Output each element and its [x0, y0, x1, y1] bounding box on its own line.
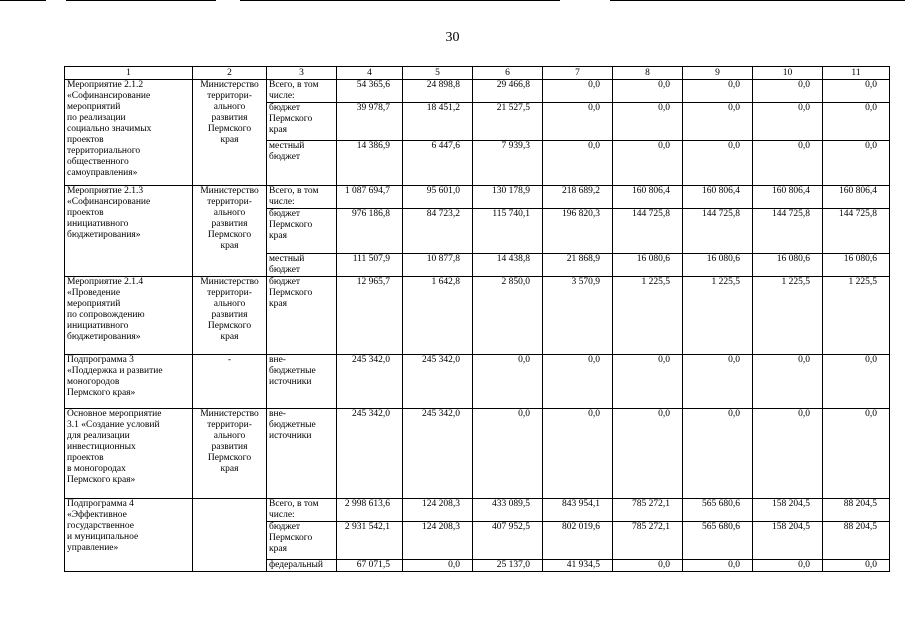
amount-cell: 0,0	[823, 80, 890, 103]
amount-cell: 16 080,6	[753, 254, 823, 277]
amount-cell: 0,0	[753, 355, 823, 409]
amount-cell: 0,0	[683, 141, 753, 186]
table-row	[65, 186, 890, 209]
page-number: 30	[445, 30, 460, 45]
amount-cell: 25 137,0	[473, 560, 543, 572]
executor-cell: Министерство территори- ального развития Пермского края	[193, 277, 267, 355]
amount-cell: 0,0	[613, 141, 683, 186]
amount-cell: 0,0	[543, 355, 613, 409]
executor-cell: -	[193, 355, 267, 409]
amount-cell: 18 451,2	[403, 103, 473, 141]
amount-cell: 160 806,4	[823, 186, 890, 209]
amount-cell: 39 978,7	[337, 103, 403, 141]
amount-cell: 88 204,5	[823, 499, 890, 522]
amount-cell: 433 089,5	[473, 499, 543, 522]
amount-cell: 54 365,6	[337, 80, 403, 103]
amount-cell: 1 225,5	[753, 277, 823, 355]
amount-cell: 0,0	[543, 409, 613, 499]
funding-source-cell: вне- бюджетные источники	[267, 355, 337, 409]
amount-cell: 785 272,1	[613, 522, 683, 560]
amount-cell: 16 080,6	[613, 254, 683, 277]
amount-cell: 1 225,5	[613, 277, 683, 355]
table-row	[65, 409, 890, 499]
amount-cell: 16 080,6	[823, 254, 890, 277]
column-number: 11	[823, 67, 890, 80]
amount-cell: 0,0	[543, 80, 613, 103]
amount-cell: 95 601,0	[403, 186, 473, 209]
table-row	[65, 80, 890, 103]
amount-cell: 0,0	[683, 103, 753, 141]
amount-cell: 245 342,0	[337, 409, 403, 499]
amount-cell: 0,0	[823, 409, 890, 499]
amount-cell: 130 178,9	[473, 186, 543, 209]
funding-source-cell: Всего, в том числе:	[267, 499, 337, 522]
executor-cell	[193, 499, 267, 572]
amount-cell: 16 080,6	[683, 254, 753, 277]
amount-cell: 160 806,4	[683, 186, 753, 209]
amount-cell: 0,0	[613, 355, 683, 409]
amount-cell: 785 272,1	[613, 499, 683, 522]
amount-cell: 158 204,5	[753, 522, 823, 560]
amount-cell: 2 931 542,1	[337, 522, 403, 560]
funding-source-cell: бюджет Пермского края	[267, 522, 337, 560]
column-number: 8	[613, 67, 683, 80]
column-number: 3	[267, 67, 337, 80]
amount-cell: 14 386,9	[337, 141, 403, 186]
amount-cell: 245 342,0	[337, 355, 403, 409]
amount-cell: 3 570,9	[543, 277, 613, 355]
activity-name-cell: Мероприятие 2.1.4 «Проведение мероприятий по сопровождению инициативного бюджетирования»	[65, 277, 193, 355]
amount-cell: 565 680,6	[683, 522, 753, 560]
amount-cell: 196 820,3	[543, 209, 613, 254]
column-number-row	[65, 67, 890, 80]
table-row	[65, 499, 890, 522]
amount-cell: 111 507,9	[337, 254, 403, 277]
funding-source-cell: вне- бюджетные источники	[267, 409, 337, 499]
table-row	[65, 277, 890, 355]
executor-cell: Министерство территори- ального развития Пермского края	[193, 409, 267, 499]
funding-source-cell: федеральный	[267, 560, 337, 572]
column-number: 10	[753, 67, 823, 80]
amount-cell: 0,0	[543, 103, 613, 141]
activity-name-cell: Мероприятие 2.1.2 «Софинансирование мероприятий по реализации социально значимых проектов территориального общественного самоуправления»	[65, 80, 193, 186]
amount-cell: 14 438,8	[473, 254, 543, 277]
amount-cell: 0,0	[753, 103, 823, 141]
amount-cell: 1 225,5	[823, 277, 890, 355]
amount-cell: 124 208,3	[403, 499, 473, 522]
amount-cell: 84 723,2	[403, 209, 473, 254]
amount-cell: 144 725,8	[823, 209, 890, 254]
amount-cell: 0,0	[403, 560, 473, 572]
scan-top-border	[0, 0, 905, 1]
column-number: 7	[543, 67, 613, 80]
amount-cell: 144 725,8	[613, 209, 683, 254]
amount-cell: 0,0	[613, 103, 683, 141]
amount-cell: 1 225,5	[683, 277, 753, 355]
amount-cell: 0,0	[473, 355, 543, 409]
amount-cell: 21 868,9	[543, 254, 613, 277]
amount-cell: 802 019,6	[543, 522, 613, 560]
amount-cell: 160 806,4	[753, 186, 823, 209]
amount-cell: 0,0	[753, 560, 823, 572]
amount-cell: 158 204,5	[753, 499, 823, 522]
amount-cell: 67 071,5	[337, 560, 403, 572]
column-number: 4	[337, 67, 403, 80]
amount-cell: 2 998 613,6	[337, 499, 403, 522]
column-number: 6	[473, 67, 543, 80]
amount-cell: 1 087 694,7	[337, 186, 403, 209]
amount-cell: 7 939,3	[473, 141, 543, 186]
amount-cell: 6 447,6	[403, 141, 473, 186]
activity-name-cell: Мероприятие 2.1.3 «Софинансирование проектов инициативного бюджетирования»	[65, 186, 193, 277]
amount-cell: 10 877,8	[403, 254, 473, 277]
amount-cell: 245 342,0	[403, 409, 473, 499]
amount-cell: 0,0	[823, 103, 890, 141]
amount-cell: 115 740,1	[473, 209, 543, 254]
amount-cell: 1 642,8	[403, 277, 473, 355]
amount-cell: 88 204,5	[823, 522, 890, 560]
amount-cell: 0,0	[683, 80, 753, 103]
column-number: 1	[65, 67, 193, 80]
activity-name-cell: Подпрограмма 4 «Эффективное государственное и муниципальное управление»	[65, 499, 193, 572]
amount-cell: 565 680,6	[683, 499, 753, 522]
executor-cell: Министерство территори- ального развития Пермского края	[193, 186, 267, 277]
amount-cell: 0,0	[683, 560, 753, 572]
amount-cell: 843 954,1	[543, 499, 613, 522]
funding-source-cell: Всего, в том числе:	[267, 186, 337, 209]
amount-cell: 12 965,7	[337, 277, 403, 355]
column-number: 5	[403, 67, 473, 80]
activity-name-cell: Подпрограмма 3 «Поддержка и развитие моногородов Пермского края»	[65, 355, 193, 409]
amount-cell: 0,0	[473, 409, 543, 499]
funding-source-cell: бюджет Пермского края	[267, 103, 337, 141]
amount-cell: 144 725,8	[753, 209, 823, 254]
amount-cell: 41 934,5	[543, 560, 613, 572]
amount-cell: 2 850,0	[473, 277, 543, 355]
amount-cell: 29 466,8	[473, 80, 543, 103]
executor-cell: Министерство территори- ального развития Пермского края	[193, 80, 267, 186]
amount-cell: 0,0	[543, 141, 613, 186]
funding-source-cell: бюджет Пермского края	[267, 277, 337, 355]
amount-cell: 245 342,0	[403, 355, 473, 409]
amount-cell: 144 725,8	[683, 209, 753, 254]
amount-cell: 976 186,8	[337, 209, 403, 254]
amount-cell: 407 952,5	[473, 522, 543, 560]
budget-table	[64, 66, 890, 572]
amount-cell: 0,0	[613, 409, 683, 499]
amount-cell: 0,0	[823, 141, 890, 186]
amount-cell: 0,0	[823, 560, 890, 572]
funding-source-cell: местный бюджет	[267, 254, 337, 277]
table-row	[65, 355, 890, 409]
column-number: 2	[193, 67, 267, 80]
activity-name-cell: Основное мероприятие 3.1 «Создание условий для реализации инвестиционных проектов в моногородах Пермского края»	[65, 409, 193, 499]
amount-cell: 160 806,4	[613, 186, 683, 209]
amount-cell: 0,0	[613, 560, 683, 572]
amount-cell: 218 689,2	[543, 186, 613, 209]
amount-cell: 0,0	[683, 409, 753, 499]
funding-source-cell: Всего, в том числе:	[267, 80, 337, 103]
amount-cell: 0,0	[613, 80, 683, 103]
amount-cell: 0,0	[683, 355, 753, 409]
column-number: 9	[683, 67, 753, 80]
amount-cell: 0,0	[753, 141, 823, 186]
funding-source-cell: местный бюджет	[267, 141, 337, 186]
amount-cell: 0,0	[753, 409, 823, 499]
table-body	[65, 80, 890, 572]
amount-cell: 24 898,8	[403, 80, 473, 103]
amount-cell: 0,0	[753, 80, 823, 103]
amount-cell: 0,0	[823, 355, 890, 409]
funding-source-cell: бюджет Пермского края	[267, 209, 337, 254]
amount-cell: 21 527,5	[473, 103, 543, 141]
amount-cell: 124 208,3	[403, 522, 473, 560]
